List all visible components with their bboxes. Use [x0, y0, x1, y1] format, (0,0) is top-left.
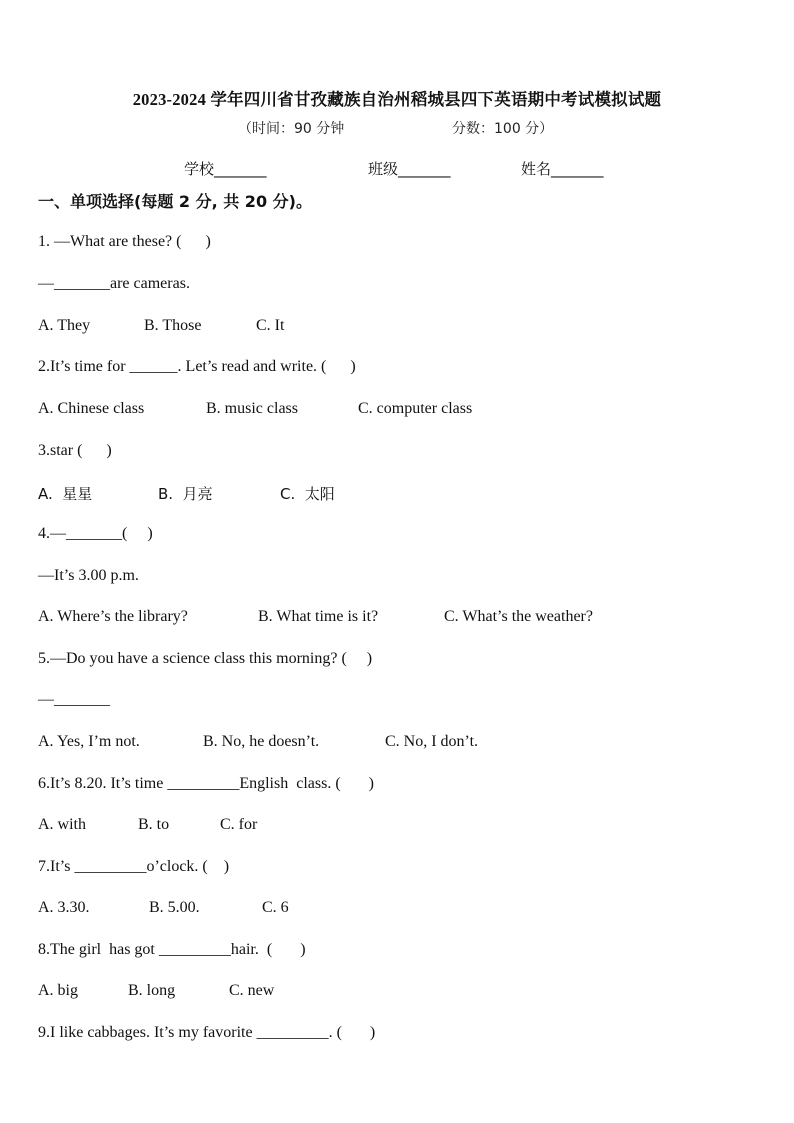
exam-title: 2023-2024 学年四川省甘孜藏族自治州稻城县四下英语期中考试模拟试题	[132, 90, 662, 109]
question-7-option-b: B. 5.00.	[149, 899, 200, 916]
question-5-option-b: B. No, he doesn’t.	[203, 733, 320, 750]
question-8-stem: 8.The girl has got _________hair. ( )	[38, 941, 306, 958]
name-field: 姓名_______	[521, 160, 604, 178]
question-1-option-c: C. It	[256, 317, 285, 334]
question-1-option-b: B. Those	[144, 317, 202, 334]
question-5-option-c: C. No, I don’t.	[385, 733, 479, 750]
exam-score: 分数：100 分）	[452, 121, 554, 137]
question-1-answer-line: —_______are cameras.	[38, 275, 190, 292]
question-4-option-a: A. Where’s the library?	[38, 608, 188, 625]
question-6-option-c: C. for	[220, 816, 258, 833]
question-8-option-c: C. new	[229, 982, 275, 999]
question-4-option-c: C. What’s the weather?	[444, 608, 593, 625]
question-8-option-b: B. long	[128, 982, 176, 999]
question-2-option-a: A. Chinese class	[38, 400, 145, 417]
question-1-option-a: A. They	[38, 317, 91, 334]
question-5-stem: 5.—Do you have a science class this morning? ( )	[38, 650, 373, 667]
class-field: 班级_______	[368, 160, 451, 178]
question-4-option-b: B. What time is it?	[258, 608, 379, 625]
school-field: 学校_______	[184, 160, 267, 178]
question-7-stem: 7.It’s _________o’clock. ( )	[38, 858, 230, 875]
question-5-answer-line: —_______	[38, 691, 110, 708]
question-3-option-b: B. 月亮	[158, 485, 213, 503]
question-2-option-b: B. music class	[206, 400, 298, 417]
question-4-stem: 4.—_______( )	[38, 525, 153, 542]
exam-time: （时间：90 分钟	[238, 121, 345, 137]
question-8-option-a: A. big	[38, 982, 78, 999]
question-3-stem: 3.star ( )	[38, 442, 112, 459]
question-4-answer-line: —It’s 3.00 p.m.	[38, 567, 139, 584]
question-3-option-a: A. 星星	[38, 485, 93, 503]
question-6-option-b: B. to	[138, 816, 170, 833]
question-5-option-a: A. Yes, I’m not.	[38, 733, 140, 750]
question-7-option-a: A. 3.30.	[38, 899, 90, 916]
question-7-option-c: C. 6	[262, 899, 289, 916]
question-9-stem: 9.I like cabbages. It’s my favorite _________. ( )	[38, 1024, 376, 1041]
question-6-stem: 6.It’s 8.20. It’s time _________English class. ( )	[38, 775, 374, 792]
question-2-stem: 2.It’s time for ______. Let’s read and write. ( )	[38, 358, 356, 375]
question-6-option-a: A. with	[38, 816, 86, 833]
question-1-stem: 1. —What are these? ( )	[38, 233, 211, 250]
question-2-option-c: C. computer class	[358, 400, 473, 417]
section-heading: 一、单项选择(每题 2 分, 共 20 分)。	[38, 192, 312, 211]
question-3-option-c: C. 太阳	[280, 485, 335, 503]
